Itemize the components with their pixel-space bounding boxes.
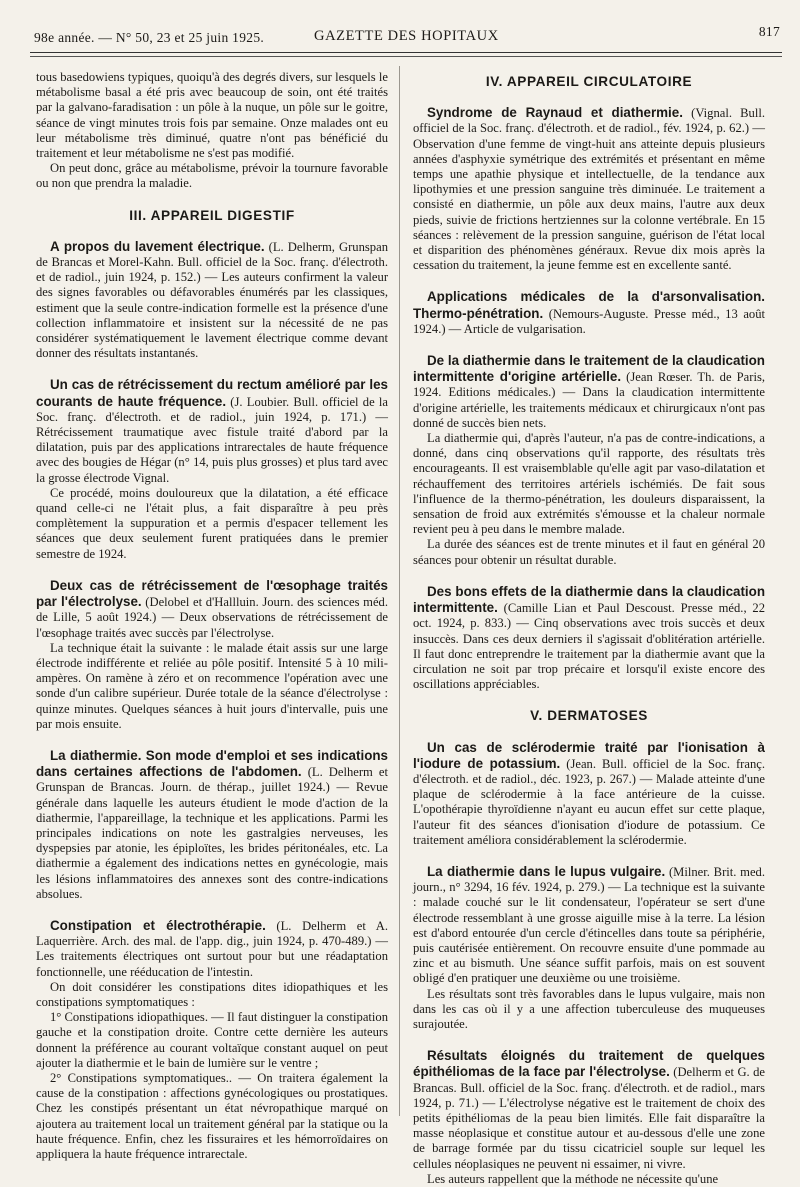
article-paragraph: Les résultats sont très favorables dans le lupus vulgaire, mais non dans les cas où il y a une affection tuberculeuse des muqueuses surajoutée. — [413, 986, 765, 1031]
article-entry — [36, 918, 388, 1162]
article-reference: (Milner. Brit. med. journ., n° 3294, 16 fév. 1924, p. 279.) — — [413, 864, 765, 895]
article-entry — [413, 353, 765, 568]
article-reference: (J. Loubier. Bull. officiel de la Soc. franç. d'électroth. et de radiol., juin 1924, p. 171.) — — [36, 394, 388, 424]
article-text: Les auteurs confirment la valeur des signes favorables ou défavorables énumérés par les classiques, estiment que la seule contre-indication formelle est la présence d'une collection inflammatoire et insistent sur la nécessité de ne pas considérer systématiquement le lavement électrique comme devant donner des résultats instantanés. — [36, 270, 389, 361]
article-reference: (Delherm et G. de Brancas. Bull. officiel de la Soc. franç. d'électroth. et de radiol., mars 1924, p. 71.) — — [413, 1065, 765, 1110]
article-entry — [413, 1048, 765, 1187]
section-heading-circulatoire: IV. APPAREIL CIRCULATOIRE — [485, 74, 693, 89]
issue-info: 98e année. — N° 50, 23 et 25 juin 1925. — [34, 30, 265, 45]
article-text: Deux observations de rétrécissement de l'œsophage traités avec succès par l'électrolyse. — [36, 610, 388, 640]
article-paragraph: On doit considérer les constipations dites idiopathiques et les constipations symptomatiques : — [36, 979, 388, 1009]
article-entry — [413, 105, 765, 273]
article-paragraph: 1° Constipations idiopathiques. — Il faut distinguer la constipation gauche et la constipation droite. Contre cette dernière les auteurs donnent la préférence au courant voltaïque constant auquel on peut ajouter la diathermie et le bain de lumière sur le ventre ; — [36, 1010, 388, 1070]
article-reference: (L. Delherm, Grunspan de Brancas et Morel-Kahn. Bull. officiel de la Soc. franç. d'électroth. et de radiol., juin 1924, p. 152.) — — [36, 239, 388, 285]
article-entry — [413, 864, 765, 1032]
article-title: Un cas de rétrécissement du rectum amélioré par les courants de haute fréquence. — [36, 377, 388, 409]
header-rule-thin — [30, 56, 782, 57]
article-entry — [36, 578, 388, 732]
article-text: L'électrolyse négative est le traitement de choix des petits épithéliomas de la peau bien limités. Elle fait disparaître la masse néoplasique et constitue autour et au-dessous d'elle une zone de barrage formée par du tissu cicatriciel souple sur lequel les cellules néoplasiques ne peuvent ni essaimer, ni vivre. — [413, 1095, 765, 1171]
article-title: Des bons effets de la diathermie dans la claudication intermittente. — [413, 583, 765, 616]
article-text: Revue générale dans laquelle les auteurs étudient le mode d'action de la diathermie, l'appareillage, la technique et les applications. Parmi les principales indications on note les gastralgies nerveuses, les dyspepsies par atonie, les épiploïtes, les brides péritonéales, etc. La diathermie a également des indications nettes en gynécologie, mais les lésions inflammatoires des annexes sont des contre-indications absolues. — [36, 780, 388, 901]
article-entry — [413, 584, 765, 692]
article-paragraph: 2° Constipations symptomatiques.. — On traitera également la cause de la constipation : affections gynécologiques ou prostatiques. Chez les constipés présentant un état névropathique marqué on ajoutera au traitement local un traitement général par la statique ou la haute fréquence. Enfin, chez les fissuraires et les hémorroïdaires on appliquera la haute fréquence intrarectale. — [36, 1070, 388, 1161]
column-divider — [399, 66, 400, 1116]
article-paragraph: La technique était la suivante : le malade était assis sur une large électrode indifférente et reliée au pôle positif. Intensité 5 à 10 mili-ampères. On ramène à zéro et on recommence l'opération avec une sonde d'un calibre supérieur. Durée totale de la séance d'électrolyse : quinze minutes. Quelques séances à huit jours d'intervalle, puis une par mois ensuite. — [36, 640, 388, 731]
left-column — [36, 70, 388, 1162]
article-entry — [36, 239, 388, 362]
article-reference: (Jean Rœser. Th. de Paris, 1924. Editions médicales.) — — [413, 370, 765, 400]
article-text: Malade atteinte d'une plaque de sclérodermie à la face antérieure de la cuisse. L'opothérapie thyroïdienne n'ayant eu aucun effet sur cette plaque, l'auteur fit des séances d'ionisation d'iodure de potassium. Ce traitement améliora considérablement la sclérodermie. — [413, 771, 766, 847]
article-title: Résultats éloignés du traitement de quelques épithéliomas de la face par l'électrolyse. — [413, 1048, 765, 1080]
article-title: Un cas de sclérodermie traité par l'ionisation à l'iodure de potassium. — [413, 739, 765, 771]
article-paragraph: La diathermie qui, d'après l'auteur, n'a pas de contre-indications, a donné, dans cinq observations qu'il rapporte, des résultats très encourageants. Il est vraisemblable qu'elle agit par vaso-dilatation et réchauffement des territoires artériels ischémiés. De fait sous l'influence de la thermo-pénétration, les douleurs disparaissent, la sensation de froid aux extrémités s'émousse et la chaleur normale revient peu à peu dans le membre malade. — [413, 431, 765, 537]
article-paragraph: Ce procédé, moins douloureux que la dilatation, a été efficace quand celle-ci ne l'était plus, a fait disparaître à peu près complètement la suppuration et a permis d'espacer tellement les séances que deux seulement furent pratiquées dans le premier semestre de 1924. — [36, 485, 388, 561]
article-text: Observation d'une femme de vingt-huit ans atteinte depuis plusieurs années d'asphyxie symétrique des extrémités et présentant en même temps une apathie physique et intellectuelle, de la tendance aux lipothymies et une pression sanguine très diminuée. Le traitement a consisté en diathermie, un pôle aux deux mains, l'autre aux deux pieds, suivie de frictions hertziennes sur la colonne vertébrale. En 15 séances : relèvement de la pression sanguine, guérison de l'état local et disparition des phénomènes généraux. Revue dix mois après la cessation du traitement, la jeune femme est en excellente santé. — [413, 136, 765, 273]
article-text: La technique est la suivante : malade couché sur le lit condensateur, l'opérateur se sert d'une électrode ressemblant à une grosse aiguille mise à la terre. La lésion est d'abord entourée d'un cercle d'étincelles dans toute sa périphérie, puis cautérisée entièrement. On recouvre ensuite d'une pommade au zinc et au bismuth. Une séance suffit parfois, mais on est souvent obligé d'en pratiquer une deuxième ou une troisième. — [413, 880, 765, 986]
article-reference: (L. Delherm et Grunspan de Brancas. Journ. de thérap., juillet 1924.) — — [36, 765, 388, 795]
article-title: Applications médicales de la d'arsonvalisation. Thermo-pénétration. — [413, 289, 765, 321]
article-text: Les traitements électriques ont surtout pour but une réadaptation fonctionnelle, une rééducation de l'intestin. — [36, 949, 388, 979]
article-text: Dans la claudication intermittente d'origine artérielle, les traitements médicaux et chirurgicaux n'ont pas donné de succès bien nets. — [413, 385, 765, 430]
section-heading-digestif: III. APPAREIL DIGESTIF — [129, 207, 295, 223]
page-header — [34, 20, 780, 48]
article-paragraph: Les auteurs rappellent que la méthode ne nécessite qu'une — [427, 1171, 719, 1186]
article-title: La diathermie dans le lupus vulgaire. — [427, 863, 666, 879]
article-text: Article de vulgarisation. — [463, 321, 586, 336]
article-entry — [413, 289, 765, 337]
article-reference: (L. Delherm et A. Laquerrière. Arch. des mal. de l'app. dig., juin 1924, p. 470-489.) — — [36, 918, 388, 949]
article-reference: (Nemours-Auguste. Presse méd., 13 août 1924.) — — [413, 306, 765, 336]
section-heading-dermatoses: V. DERMATOSES — [530, 708, 648, 724]
right-column — [413, 70, 765, 1187]
article-text: Cinq observations avec trois succès et deux insuccès. Dans ces deux derniers il s'agissait d'oblitération artérielle. Il faut donc entreprendre le traitement par la diathermie avant que la circulation ne soit par trop précaire et lorsqu'il existe encore des oscillations appréciables. — [413, 616, 765, 692]
article-entry — [36, 748, 388, 902]
article-paragraph: La durée des séances est de trente minutes et il faut en général 20 séances pour obtenir un résultat durable. — [413, 537, 765, 567]
article-text: Rétrécissement traumatique avec fistule traité d'abord par la dilatation, puis par des applications intrarectales de haute fréquence avec des bougies de Hégar (n° 14, puis plus grosses) et plus tard avec la grosse électrode Vignal. — [36, 425, 388, 485]
article-entry — [36, 377, 388, 561]
article-title: A propos du lavement électrique. — [50, 238, 265, 254]
article-title: De la diathermie dans le traitement de la claudication intermittente d'origine artérielle. — [413, 353, 765, 385]
article-reference: (Jean. Bull. officiel de la Soc. franç. d'électroth. et de radiol., déc. 1923, p. 267.) — — [413, 756, 765, 786]
intro-paragraph: tous basedowiens typiques, quoiqu'à des degrés divers, sur lesquels le métabolisme basal a été pris avec beaucoup de soin, ont été traités par la galvano-faradisation : un pôle à la nuque, un pôle sur le goitre, séance de vingt minutes trois fois par semaine. Onze malades ont eu leur métabolisme très diminué, quatre n'ont pas bénéficié du traitement et leur métabolisme ne s'est pas modifié. — [36, 70, 388, 161]
article-reference: (Vignal. Bull. officiel de la Soc. franç. d'électroth. et de radiol., fév. 1924, p. 62.) — — [413, 106, 765, 136]
article-reference: (Camille Lian et Paul Descoust. Presse méd., 22 oct. 1924, p. 833.) — — [413, 601, 765, 631]
article-title: La diathermie. Son mode d'emploi et ses indications dans certaines affections de l'abdomen. — [36, 747, 388, 780]
article-title: Constipation et électrothérapie. — [50, 917, 266, 933]
article-title: Deux cas de rétrécissement de l'œsophage traités par l'électrolyse. — [36, 577, 388, 610]
intro-paragraph: On peut donc, grâce au métabolisme, prévoir la tournure favorable ou non que prendra la maladie. — [36, 161, 388, 191]
journal-title: GAZETTE DES HOPITAUX — [314, 28, 499, 44]
article-title: Syndrome de Raynaud et diathermie. — [427, 105, 683, 121]
page-number: 817 — [758, 24, 780, 39]
article-reference: (Delobel et d'Hallluin. Journ. des sciences méd. de Lille, 5 août 1924.) — — [36, 595, 388, 625]
article-entry — [413, 740, 765, 848]
header-rule — [30, 52, 782, 53]
